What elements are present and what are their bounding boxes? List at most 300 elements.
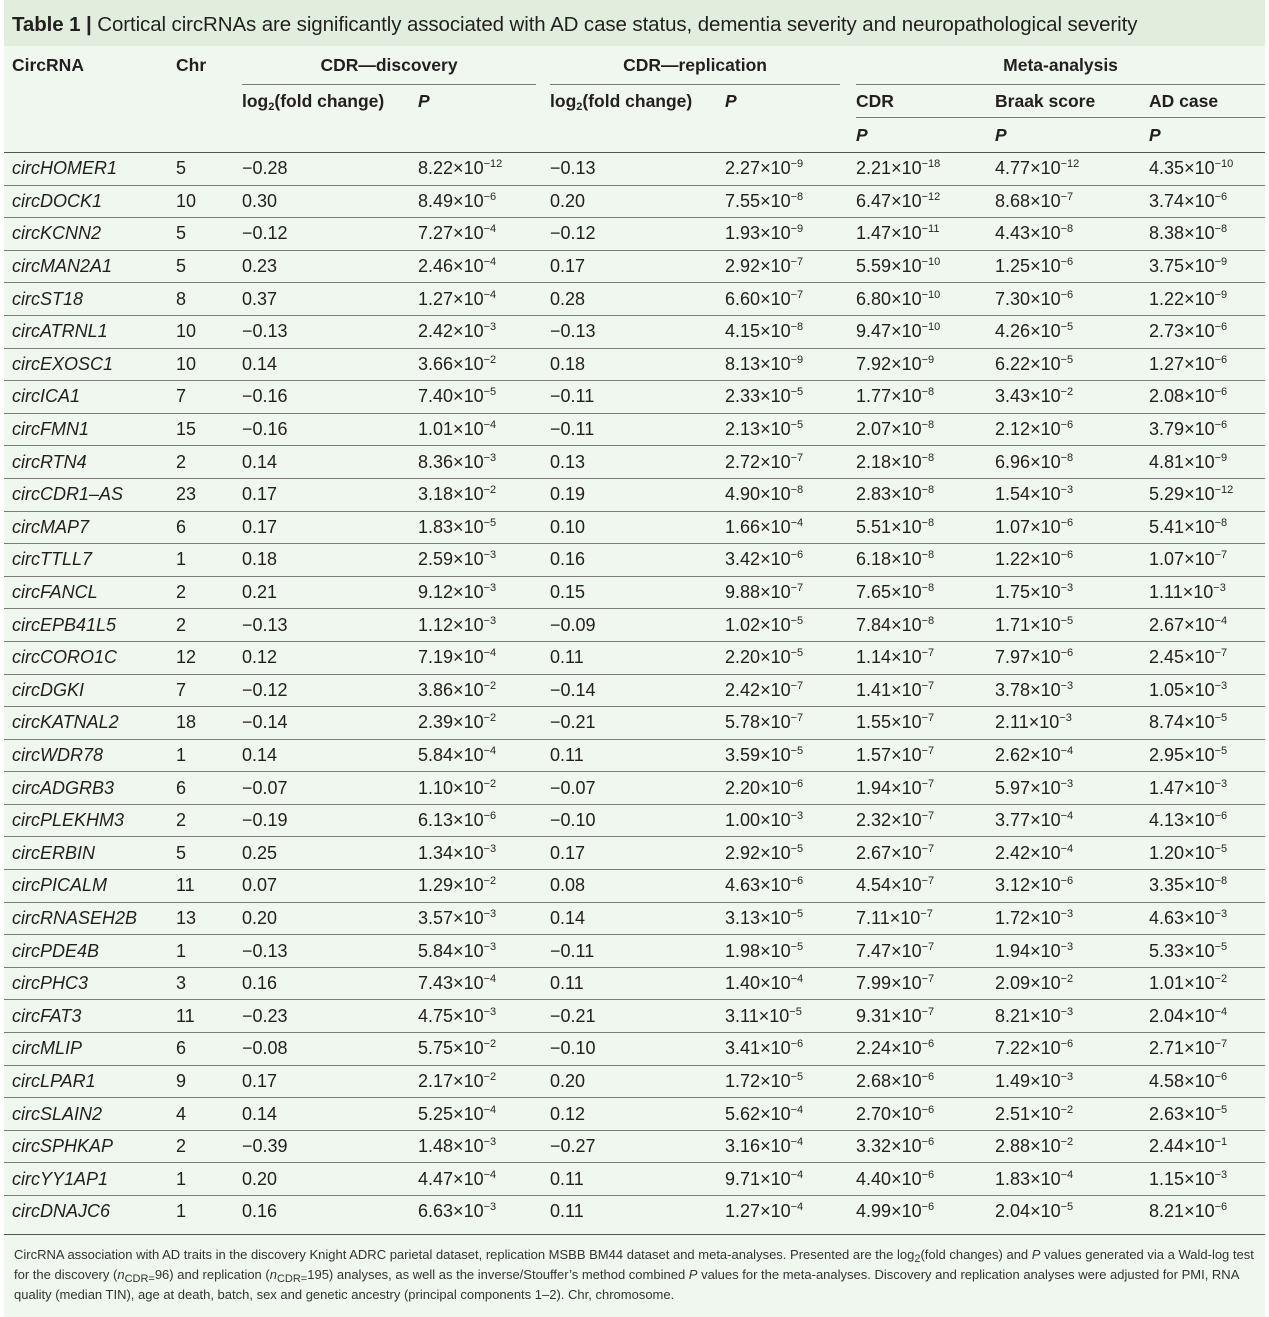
log2-fc-replication: −0.10 [550, 804, 725, 837]
chr-value: 13 [176, 902, 242, 935]
log2-fc-discovery: 0.17 [242, 1065, 418, 1098]
chr-value: 2 [176, 1130, 242, 1163]
p-discovery: $5.84\times 10^{-3}$ [418, 935, 536, 968]
table-sheet [4, 46, 1265, 1317]
chr-value: 6 [176, 772, 242, 805]
log2-fc-discovery: −0.28 [242, 153, 418, 186]
log2-fc-replication: −0.11 [550, 381, 725, 414]
log2-fc-replication: −0.11 [550, 935, 725, 968]
chr-value: 5 [176, 837, 242, 870]
header-meta-cdr: CDR [856, 85, 995, 118]
p-replication: $7.55\times 10^{-8}$ [725, 185, 840, 218]
header-log2-replication: $\log_2(fold$ change) [550, 90, 693, 113]
p-meta-braak: $1.22\times 10^{-6}$ [995, 544, 1149, 577]
log2-fc-replication: −0.13 [550, 153, 725, 186]
p-meta-braak: $1.49\times 10^{-3}$ [995, 1065, 1149, 1098]
chr-value: 5 [176, 218, 242, 251]
table-row [4, 185, 1265, 218]
table-label: Table 1 | [12, 13, 92, 36]
header-meta-braak-p: P [995, 118, 1149, 153]
p-meta-cdr: $7.11\times 10^{-7}$ [856, 902, 995, 935]
table-row [4, 511, 1265, 544]
log2-fc-discovery: 0.16 [242, 967, 418, 1000]
table-row [4, 153, 1265, 186]
p-meta-braak: $4.26\times 10^{-5}$ [995, 315, 1149, 348]
chr-value: 6 [176, 1033, 242, 1066]
log2-fc-discovery: 0.14 [242, 1098, 418, 1131]
p-meta-ad-case: $3.79\times 10^{-6}$ [1149, 413, 1265, 446]
log2-fc-replication: 0.16 [550, 544, 725, 577]
circrna-name: circDNAJC6 [4, 1196, 176, 1228]
log2-fc-discovery: 0.20 [242, 1163, 418, 1196]
p-discovery: $7.19\times 10^{-4}$ [418, 641, 536, 674]
p-discovery: $6.13\times 10^{-6}$ [418, 804, 536, 837]
p-replication: $3.42\times 10^{-6}$ [725, 544, 840, 577]
log2-fc-discovery: −0.08 [242, 1033, 418, 1066]
chr-value: 3 [176, 967, 242, 1000]
log2-fc-discovery: 0.16 [242, 1196, 418, 1228]
chr-value: 1 [176, 1196, 242, 1228]
p-replication: $9.71\times 10^{-4}$ [725, 1163, 840, 1196]
circrna-name: circHOMER1 [4, 153, 176, 186]
p-meta-cdr: $6.18\times 10^{-8}$ [856, 544, 995, 577]
p-meta-cdr: $3.32\times 10^{-6}$ [856, 1130, 995, 1163]
chr-value: 10 [176, 185, 242, 218]
p-meta-braak: $8.68\times 10^{-7}$ [995, 185, 1149, 218]
p-replication: $2.92\times 10^{-7}$ [725, 250, 840, 283]
log2-fc-discovery: 0.37 [242, 283, 418, 316]
p-meta-braak: $2.04\times 10^{-5}$ [995, 1196, 1149, 1228]
table-title-text: Cortical circRNAs are significantly associated with AD case status, dementia severity and neuropathological severity [97, 13, 1138, 36]
log2-fc-replication: 0.18 [550, 348, 725, 381]
chr-value: 8 [176, 283, 242, 316]
table-row [4, 315, 1265, 348]
table-row [4, 641, 1265, 674]
p-replication: $6.60\times 10^{-7}$ [725, 283, 840, 316]
circrna-name: circPLEKHM3 [4, 804, 176, 837]
p-meta-cdr: $9.47\times 10^{-10}$ [856, 315, 995, 348]
table-row [4, 1065, 1265, 1098]
p-meta-braak: $2.09\times 10^{-2}$ [995, 967, 1149, 1000]
circrna-name: circSLAIN2 [4, 1098, 176, 1131]
p-meta-cdr: $2.83\times 10^{-8}$ [856, 478, 995, 511]
circrna-name: circKATNAL2 [4, 707, 176, 740]
p-meta-ad-case: $2.71\times 10^{-7}$ [1149, 1033, 1265, 1066]
p-discovery: $8.49\times 10^{-6}$ [418, 185, 536, 218]
circrna-name: circTTLL7 [4, 544, 176, 577]
log2-fc-replication: 0.17 [550, 250, 725, 283]
p-meta-braak: $3.77\times 10^{-4}$ [995, 804, 1149, 837]
circrna-name: circRTN4 [4, 446, 176, 479]
p-meta-braak: $3.43\times 10^{-2}$ [995, 381, 1149, 414]
circrna-name: circEPB41L5 [4, 609, 176, 642]
log2-fc-replication: 0.20 [550, 1065, 725, 1098]
p-meta-ad-case: $2.95\times 10^{-5}$ [1149, 739, 1265, 772]
p-meta-braak: $7.30\times 10^{-6}$ [995, 283, 1149, 316]
p-discovery: $3.66\times 10^{-2}$ [418, 348, 536, 381]
p-meta-ad-case: $2.73\times 10^{-6}$ [1149, 315, 1265, 348]
log2-fc-discovery: 0.14 [242, 348, 418, 381]
table-row [4, 1033, 1265, 1066]
table-row [4, 935, 1265, 968]
chr-value: 6 [176, 511, 242, 544]
chr-value: 9 [176, 1065, 242, 1098]
p-meta-ad-case: $1.07\times 10^{-7}$ [1149, 544, 1265, 577]
p-discovery: $1.29\times 10^{-2}$ [418, 870, 536, 903]
log2-fc-discovery: −0.16 [242, 381, 418, 414]
p-meta-ad-case: $1.15\times 10^{-3}$ [1149, 1163, 1265, 1196]
p-replication: $2.20\times 10^{-6}$ [725, 772, 840, 805]
header-meta-ad-case: AD case [1149, 85, 1265, 118]
p-meta-braak: $1.83\times 10^{-4}$ [995, 1163, 1149, 1196]
p-meta-cdr: $1.47\times 10^{-11}$ [856, 218, 995, 251]
header-cdr-discovery: CDR—discovery [242, 46, 536, 85]
table-row [4, 348, 1265, 381]
log2-fc-replication: 0.11 [550, 967, 725, 1000]
p-meta-braak: $1.07\times 10^{-6}$ [995, 511, 1149, 544]
p-meta-braak: $2.42\times 10^{-4}$ [995, 837, 1149, 870]
p-replication: $1.98\times 10^{-5}$ [725, 935, 840, 968]
circrna-name: circFMN1 [4, 413, 176, 446]
log2-fc-discovery: 0.12 [242, 641, 418, 674]
circrna-name: circCORO1C [4, 641, 176, 674]
p-meta-ad-case: $4.35\times 10^{-10}$ [1149, 153, 1265, 186]
circrna-name: circPDE4B [4, 935, 176, 968]
p-meta-ad-case: $2.44\times 10^{-1}$ [1149, 1130, 1265, 1163]
chr-value: 10 [176, 315, 242, 348]
table-row [4, 1130, 1265, 1163]
circrna-name: circMAP7 [4, 511, 176, 544]
p-meta-cdr: $7.84\times 10^{-8}$ [856, 609, 995, 642]
p-meta-ad-case: $4.63\times 10^{-3}$ [1149, 902, 1265, 935]
p-discovery: $1.48\times 10^{-3}$ [418, 1130, 536, 1163]
p-meta-ad-case: $1.20\times 10^{-5}$ [1149, 837, 1265, 870]
p-meta-ad-case: $2.08\times 10^{-6}$ [1149, 381, 1265, 414]
header-cdr-replication: CDR—replication [550, 46, 840, 85]
log2-fc-discovery: 0.21 [242, 576, 418, 609]
log2-fc-replication: −0.21 [550, 707, 725, 740]
p-meta-braak: $2.51\times 10^{-2}$ [995, 1098, 1149, 1131]
p-meta-braak: $4.43\times 10^{-8}$ [995, 218, 1149, 251]
log2-fc-replication: −0.11 [550, 413, 725, 446]
chr-value: 11 [176, 1000, 242, 1033]
p-replication: $2.92\times 10^{-5}$ [725, 837, 840, 870]
p-discovery: $5.25\times 10^{-4}$ [418, 1098, 536, 1131]
circrna-name: circADGRB3 [4, 772, 176, 805]
log2-fc-discovery: 0.17 [242, 511, 418, 544]
chr-value: 18 [176, 707, 242, 740]
p-meta-braak: $7.97\times 10^{-6}$ [995, 641, 1149, 674]
p-meta-cdr: $2.18\times 10^{-8}$ [856, 446, 995, 479]
p-meta-cdr: $2.68\times 10^{-6}$ [856, 1065, 995, 1098]
log2-fc-replication: 0.19 [550, 478, 725, 511]
circrna-name: circPHC3 [4, 967, 176, 1000]
p-replication: $5.62\times 10^{-4}$ [725, 1098, 840, 1131]
p-meta-cdr: $7.99\times 10^{-7}$ [856, 967, 995, 1000]
p-replication: $1.72\times 10^{-5}$ [725, 1065, 840, 1098]
p-discovery: $3.57\times 10^{-3}$ [418, 902, 536, 935]
p-replication: $4.90\times 10^{-8}$ [725, 478, 840, 511]
p-meta-cdr: $7.47\times 10^{-7}$ [856, 935, 995, 968]
table-row [4, 609, 1265, 642]
p-replication: $1.02\times 10^{-5}$ [725, 609, 840, 642]
p-meta-braak: $5.97\times 10^{-3}$ [995, 772, 1149, 805]
p-replication: $1.40\times 10^{-4}$ [725, 967, 840, 1000]
table-title [4, 0, 1265, 46]
p-meta-braak: $2.11\times 10^{-3}$ [995, 707, 1149, 740]
p-meta-braak: $3.78\times 10^{-3}$ [995, 674, 1149, 707]
p-meta-cdr: $6.80\times 10^{-10}$ [856, 283, 995, 316]
p-meta-ad-case: $8.74\times 10^{-5}$ [1149, 707, 1265, 740]
p-discovery: $1.34\times 10^{-3}$ [418, 837, 536, 870]
p-meta-cdr: $6.47\times 10^{-12}$ [856, 185, 995, 218]
p-replication: $3.41\times 10^{-6}$ [725, 1033, 840, 1066]
circrna-name: circCDR1–AS [4, 478, 176, 511]
p-discovery: $1.10\times 10^{-2}$ [418, 772, 536, 805]
circrna-name: circDOCK1 [4, 185, 176, 218]
log2-fc-discovery: 0.20 [242, 902, 418, 935]
circrna-name: circFANCL [4, 576, 176, 609]
p-replication: $2.72\times 10^{-7}$ [725, 446, 840, 479]
table-row [4, 804, 1265, 837]
p-meta-braak: $1.71\times 10^{-5}$ [995, 609, 1149, 642]
p-meta-ad-case: $4.13\times 10^{-6}$ [1149, 804, 1265, 837]
table-row [4, 381, 1265, 414]
p-meta-braak: $8.21\times 10^{-3}$ [995, 1000, 1149, 1033]
log2-fc-discovery: 0.14 [242, 739, 418, 772]
table-row [4, 967, 1265, 1000]
circrna-name: circEXOSC1 [4, 348, 176, 381]
p-meta-ad-case: $5.33\times 10^{-5}$ [1149, 935, 1265, 968]
p-meta-braak: $1.25\times 10^{-6}$ [995, 250, 1149, 283]
p-meta-ad-case: $8.38\times 10^{-8}$ [1149, 218, 1265, 251]
header-p-replication: P [725, 90, 737, 111]
p-meta-ad-case: $2.45\times 10^{-7}$ [1149, 641, 1265, 674]
log2-fc-replication: 0.17 [550, 837, 725, 870]
log2-fc-discovery: 0.23 [242, 250, 418, 283]
p-meta-ad-case: $2.63\times 10^{-5}$ [1149, 1098, 1265, 1131]
p-meta-ad-case: $1.11\times 10^{-3}$ [1149, 576, 1265, 609]
p-replication: $4.15\times 10^{-8}$ [725, 315, 840, 348]
circrna-name: circWDR78 [4, 739, 176, 772]
p-meta-ad-case: $3.35\times 10^{-8}$ [1149, 870, 1265, 903]
header-meta-cdr-p: P [856, 118, 995, 153]
chr-value: 12 [176, 641, 242, 674]
p-discovery: $5.75\times 10^{-2}$ [418, 1033, 536, 1066]
log2-fc-discovery: −0.23 [242, 1000, 418, 1033]
table-row [4, 413, 1265, 446]
p-meta-braak: $3.12\times 10^{-6}$ [995, 870, 1149, 903]
p-meta-cdr: $1.77\times 10^{-8}$ [856, 381, 995, 414]
p-meta-ad-case: $1.01\times 10^{-2}$ [1149, 967, 1265, 1000]
p-discovery: $7.40\times 10^{-5}$ [418, 381, 536, 414]
log2-fc-replication: 0.14 [550, 902, 725, 935]
log2-fc-replication: 0.11 [550, 1163, 725, 1196]
table-row [4, 870, 1265, 903]
p-meta-ad-case: $2.04\times 10^{-4}$ [1149, 1000, 1265, 1033]
table-row [4, 218, 1265, 251]
p-discovery: $2.17\times 10^{-2}$ [418, 1065, 536, 1098]
p-replication: $1.93\times 10^{-9}$ [725, 218, 840, 251]
table-row [4, 576, 1265, 609]
p-discovery: $2.46\times 10^{-4}$ [418, 250, 536, 283]
p-replication: $2.13\times 10^{-5}$ [725, 413, 840, 446]
p-meta-ad-case: $3.74\times 10^{-6}$ [1149, 185, 1265, 218]
header-p-discovery: P [418, 90, 430, 111]
p-replication: $4.63\times 10^{-6}$ [725, 870, 840, 903]
p-discovery: $1.01\times 10^{-4}$ [418, 413, 536, 446]
p-replication: $1.27\times 10^{-4}$ [725, 1196, 840, 1228]
p-discovery: $2.59\times 10^{-3}$ [418, 544, 536, 577]
p-replication: $2.42\times 10^{-7}$ [725, 674, 840, 707]
log2-fc-replication: 0.08 [550, 870, 725, 903]
p-replication: $2.27\times 10^{-9}$ [725, 153, 840, 186]
p-meta-cdr: $2.70\times 10^{-6}$ [856, 1098, 995, 1131]
log2-fc-replication: −0.14 [550, 674, 725, 707]
circrna-name: circSPHKAP [4, 1130, 176, 1163]
table-row [4, 674, 1265, 707]
p-meta-cdr: $4.40\times 10^{-6}$ [856, 1163, 995, 1196]
chr-value: 2 [176, 576, 242, 609]
table-row [4, 478, 1265, 511]
table-row [4, 544, 1265, 577]
log2-fc-discovery: −0.14 [242, 707, 418, 740]
chr-value: 2 [176, 609, 242, 642]
circrna-name: circICA1 [4, 381, 176, 414]
header-circrna: CircRNA [12, 54, 84, 75]
header-meta-braak: Braak score [995, 85, 1149, 118]
p-meta-cdr: $5.59\times 10^{-10}$ [856, 250, 995, 283]
p-replication: $2.20\times 10^{-5}$ [725, 641, 840, 674]
p-meta-cdr: $4.99\times 10^{-6}$ [856, 1196, 995, 1228]
p-replication: $5.78\times 10^{-7}$ [725, 707, 840, 740]
circrna-name: circPICALM [4, 870, 176, 903]
circrna-name: circERBIN [4, 837, 176, 870]
p-meta-cdr: $5.51\times 10^{-8}$ [856, 511, 995, 544]
log2-fc-discovery: 0.14 [242, 446, 418, 479]
p-meta-ad-case: $2.67\times 10^{-4}$ [1149, 609, 1265, 642]
p-meta-braak: $1.72\times 10^{-3}$ [995, 902, 1149, 935]
p-meta-cdr: $2.24\times 10^{-6}$ [856, 1033, 995, 1066]
p-meta-cdr: $1.41\times 10^{-7}$ [856, 674, 995, 707]
p-meta-cdr: $1.57\times 10^{-7}$ [856, 739, 995, 772]
p-replication: $1.00\times 10^{-3}$ [725, 804, 840, 837]
p-discovery: $4.47\times 10^{-4}$ [418, 1163, 536, 1196]
p-meta-ad-case: $8.21\times 10^{-6}$ [1149, 1196, 1265, 1228]
circrna-name: circFAT3 [4, 1000, 176, 1033]
p-discovery: $7.43\times 10^{-4}$ [418, 967, 536, 1000]
chr-value: 7 [176, 674, 242, 707]
p-replication: $3.13\times 10^{-5}$ [725, 902, 840, 935]
p-meta-braak: $7.22\times 10^{-6}$ [995, 1033, 1149, 1066]
p-meta-cdr: $1.14\times 10^{-7}$ [856, 641, 995, 674]
p-meta-cdr: $2.32\times 10^{-7}$ [856, 804, 995, 837]
log2-fc-discovery: 0.30 [242, 185, 418, 218]
p-meta-braak: $2.12\times 10^{-6}$ [995, 413, 1149, 446]
table-row [4, 1000, 1265, 1033]
p-replication: $9.88\times 10^{-7}$ [725, 576, 840, 609]
log2-fc-replication: −0.21 [550, 1000, 725, 1033]
chr-value: 1 [176, 739, 242, 772]
log2-fc-replication: 0.11 [550, 739, 725, 772]
table-row [4, 283, 1265, 316]
table-row [4, 446, 1265, 479]
p-discovery: $5.84\times 10^{-4}$ [418, 739, 536, 772]
log2-fc-replication: −0.13 [550, 315, 725, 348]
table-row [4, 707, 1265, 740]
log2-fc-discovery: 0.25 [242, 837, 418, 870]
p-discovery: $8.36\times 10^{-3}$ [418, 446, 536, 479]
chr-value: 11 [176, 870, 242, 903]
log2-fc-discovery: −0.13 [242, 935, 418, 968]
p-meta-braak: $1.54\times 10^{-3}$ [995, 478, 1149, 511]
results-table [4, 46, 1265, 1228]
log2-fc-discovery: −0.12 [242, 674, 418, 707]
log2-fc-replication: −0.07 [550, 772, 725, 805]
chr-value: 5 [176, 250, 242, 283]
log2-fc-discovery: −0.13 [242, 315, 418, 348]
header-meta-analysis: Meta-analysis [856, 46, 1265, 85]
log2-fc-discovery: −0.07 [242, 772, 418, 805]
circrna-name: circST18 [4, 283, 176, 316]
chr-value: 1 [176, 935, 242, 968]
p-meta-braak: $6.22\times 10^{-5}$ [995, 348, 1149, 381]
p-discovery: $1.27\times 10^{-4}$ [418, 283, 536, 316]
circrna-name: circMLIP [4, 1033, 176, 1066]
log2-fc-discovery: −0.16 [242, 413, 418, 446]
table-row [4, 739, 1265, 772]
table-row [4, 837, 1265, 870]
circrna-name: circRNASEH2B [4, 902, 176, 935]
table-footnote: CircRNA association with AD traits in the discovery Knight ADRC parietal dataset, replication MSBB BM44 dataset and meta-analyses. Presented are the $\log_2(fold$ changes) and P values generated via a Wald-log test for the discovery $(n_{CDR=}96)$ and replication $(n_{CDR=}195)$ analyses, as well as the inverse/Stouffer’s method combined P values for the meta-analyses. Discovery and replication analyses were adjusted for PMI, RNA quality (median TIN), age at death, batch, sex and genetic ancestry (principal components 1–2). Chr, chromosome. [4, 1234, 1265, 1317]
p-meta-cdr: $4.54\times 10^{-7}$ [856, 870, 995, 903]
log2-fc-replication: −0.10 [550, 1033, 725, 1066]
p-replication: $1.66\times 10^{-4}$ [725, 511, 840, 544]
p-replication: $3.16\times 10^{-4}$ [725, 1130, 840, 1163]
circrna-name: circMAN2A1 [4, 250, 176, 283]
p-meta-ad-case: $4.81\times 10^{-9}$ [1149, 446, 1265, 479]
p-discovery: $6.63\times 10^{-3}$ [418, 1196, 536, 1228]
p-meta-cdr: $2.07\times 10^{-8}$ [856, 413, 995, 446]
p-discovery: $2.42\times 10^{-3}$ [418, 315, 536, 348]
log2-fc-discovery: −0.19 [242, 804, 418, 837]
chr-value: 4 [176, 1098, 242, 1131]
p-meta-cdr: $1.94\times 10^{-7}$ [856, 772, 995, 805]
circrna-name: circKCNN2 [4, 218, 176, 251]
circrna-name: circDGKI [4, 674, 176, 707]
p-replication: $3.11\times 10^{-5}$ [725, 1000, 840, 1033]
p-meta-braak: $2.62\times 10^{-4}$ [995, 739, 1149, 772]
p-discovery: $1.12\times 10^{-3}$ [418, 609, 536, 642]
chr-value: 5 [176, 153, 242, 186]
header-meta-ad-p: P [1149, 118, 1265, 153]
p-discovery: $1.83\times 10^{-5}$ [418, 511, 536, 544]
p-meta-ad-case: $1.27\times 10^{-6}$ [1149, 348, 1265, 381]
p-meta-cdr: $2.67\times 10^{-7}$ [856, 837, 995, 870]
chr-value: 7 [176, 381, 242, 414]
p-meta-cdr: $7.92\times 10^{-9}$ [856, 348, 995, 381]
log2-fc-discovery: −0.13 [242, 609, 418, 642]
log2-fc-replication: 0.12 [550, 1098, 725, 1131]
p-meta-braak: $6.96\times 10^{-8}$ [995, 446, 1149, 479]
p-meta-braak: $1.94\times 10^{-3}$ [995, 935, 1149, 968]
table-row [4, 1163, 1265, 1196]
p-meta-braak: $4.77\times 10^{-12}$ [995, 153, 1149, 186]
header-log2-discovery: $\log_2(fold$ change) [242, 90, 385, 113]
table-row [4, 1098, 1265, 1131]
chr-value: 2 [176, 446, 242, 479]
p-meta-ad-case: $1.47\times 10^{-3}$ [1149, 772, 1265, 805]
